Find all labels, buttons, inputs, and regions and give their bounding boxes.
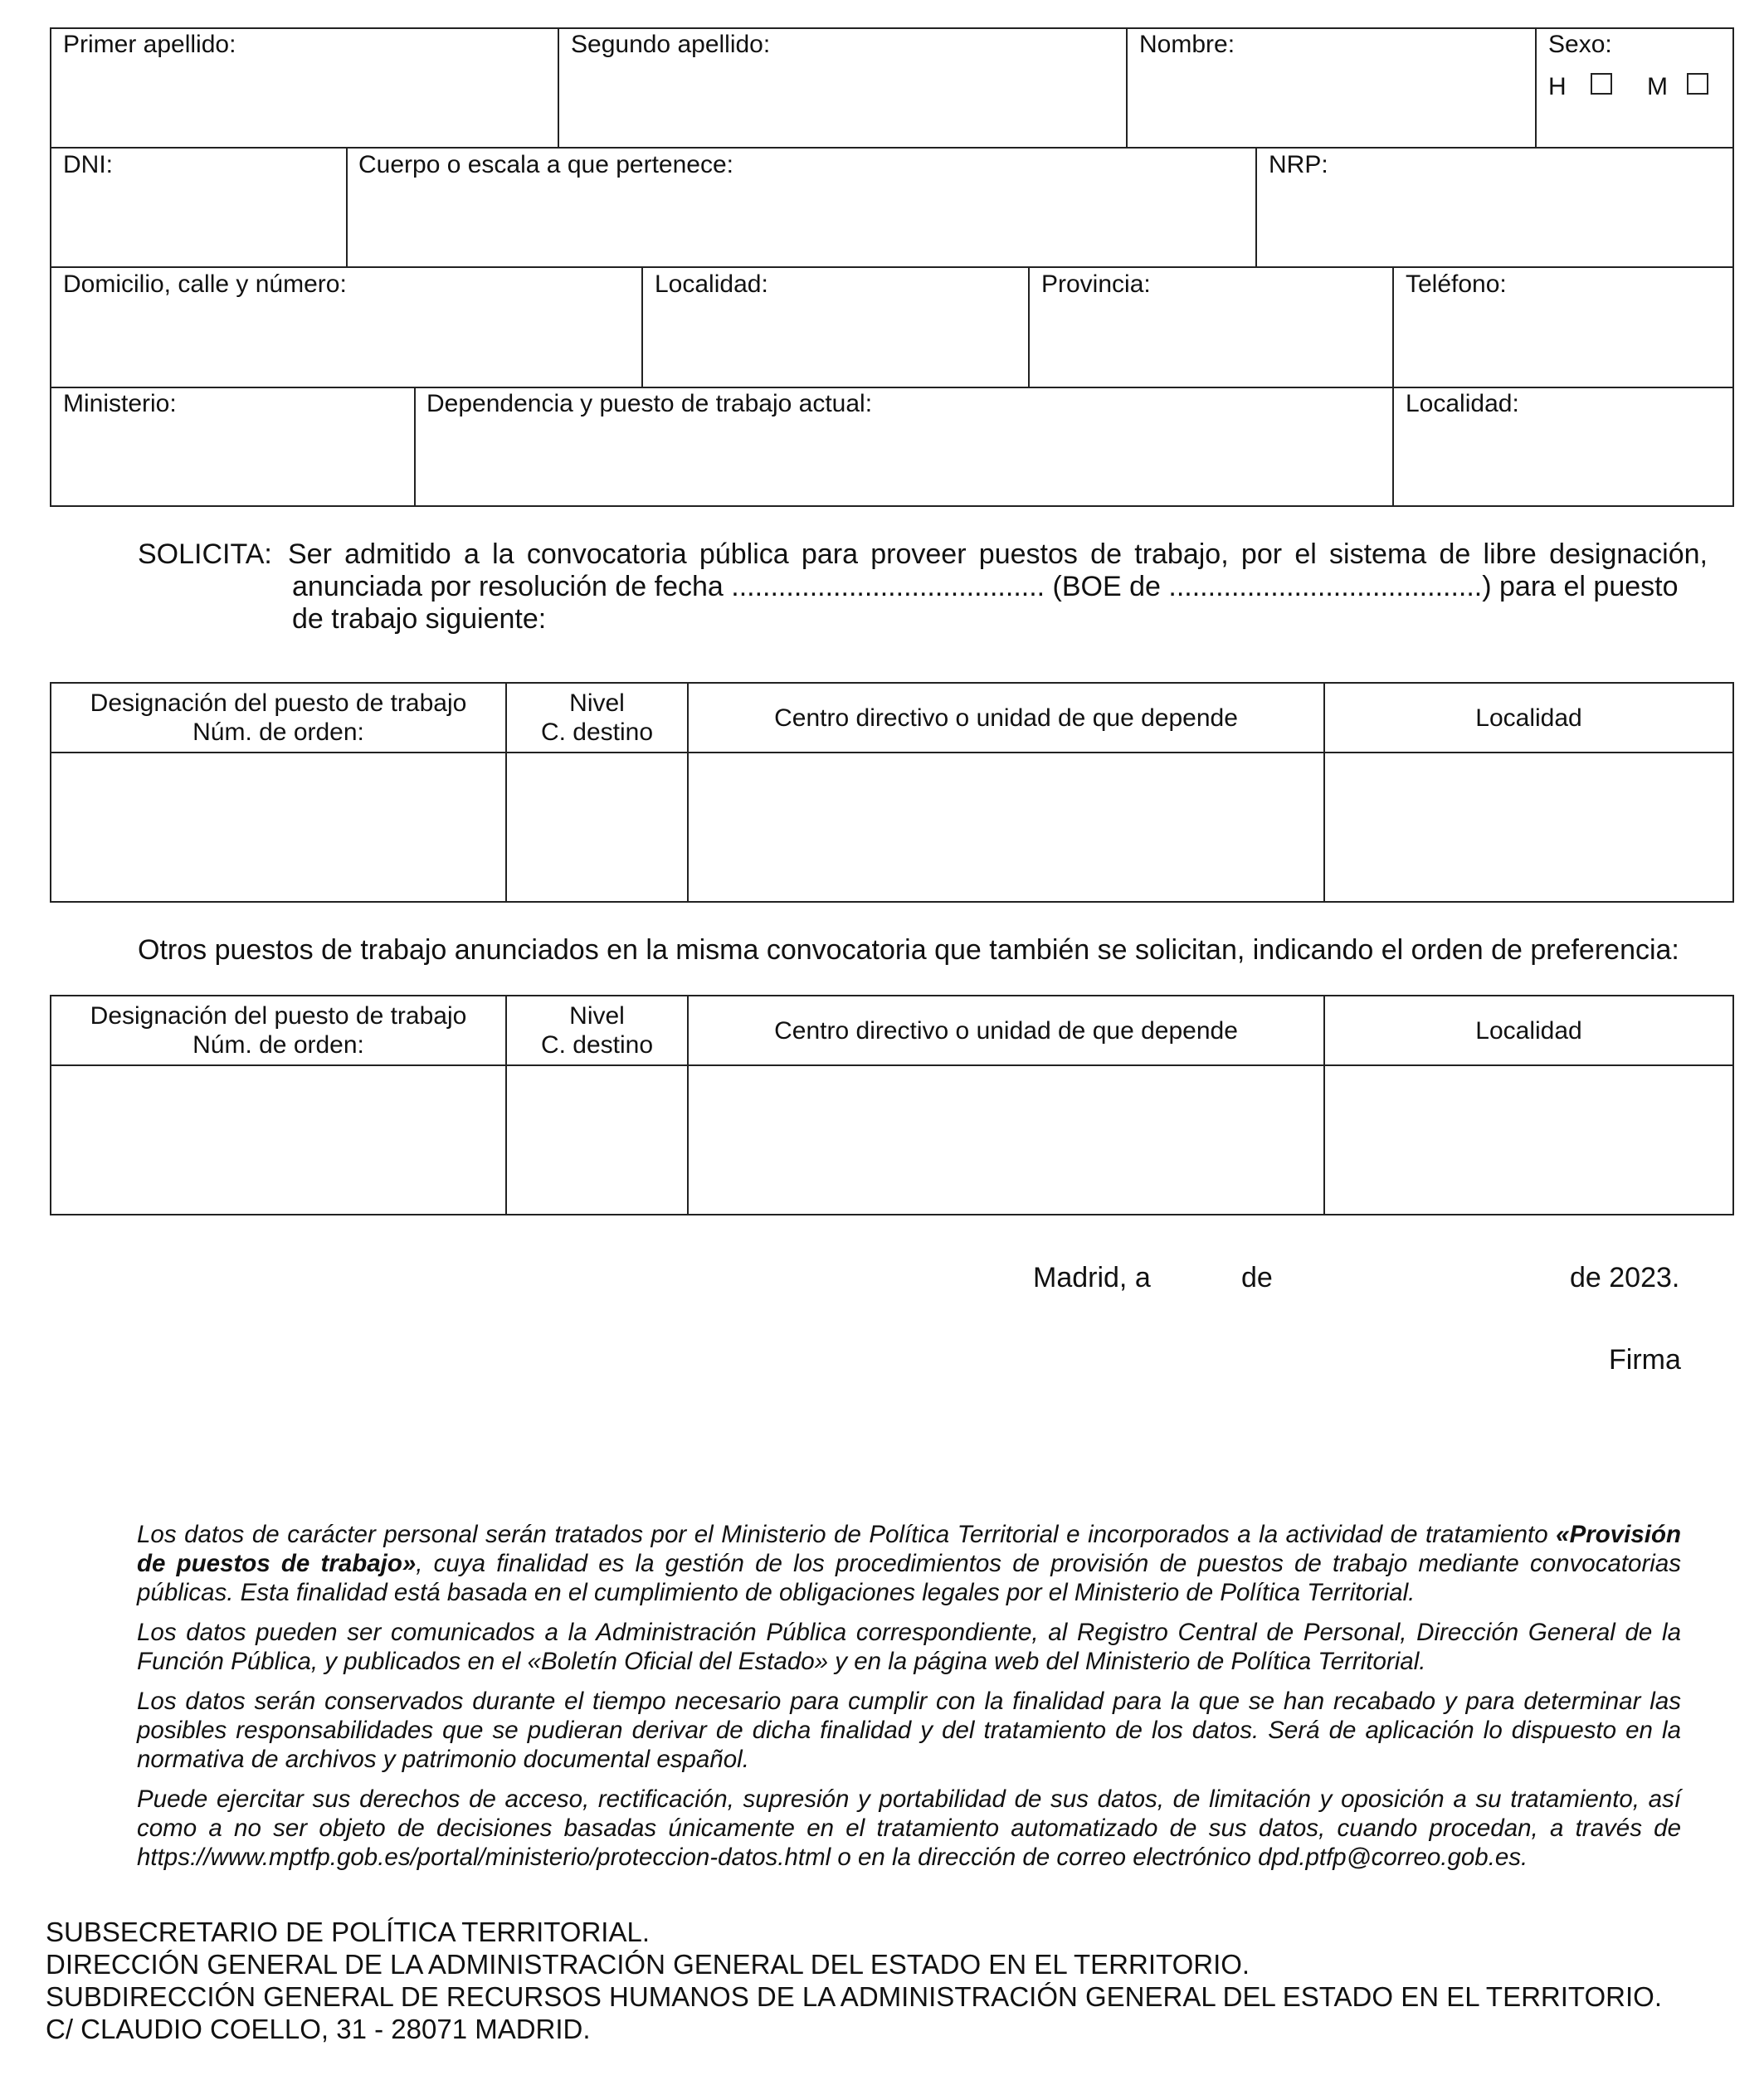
otros-puestos-text: Otros puestos de trabajo anunciados en la misma convocatoria que también se solicitan, indicando el orden de preferencia:: [138, 934, 1679, 966]
header-nivel-line-2: C. destino: [540, 1031, 654, 1059]
ministerio-field[interactable]: [51, 421, 412, 504]
nrp-field[interactable]: [1258, 183, 1732, 265]
footer-line-1: SUBSECRETARIO DE POLÍTICA TERRITORIAL.: [46, 1917, 650, 1947]
otros-designacion-cell[interactable]: [51, 1066, 505, 1214]
solicita-line-3: de trabajo siguiente:: [292, 603, 547, 635]
header-nivel-line-2: C. destino: [540, 719, 654, 746]
sexo-m-checkbox[interactable]: [1687, 73, 1708, 95]
firma-label: Firma: [1609, 1344, 1681, 1376]
legal-paragraph-2: Los datos pueden ser comunicados a la Administración Pública correspondiente, al Registro Central de Personal, Dirección General de la Función Pública, y publicados en el «Boletín Oficial del Estado» y en la página web del Ministerio de Política Territorial.: [137, 1619, 1681, 1675]
otros-localidad-cell[interactable]: [1325, 1066, 1732, 1214]
header-nivel-line-1: Nivel: [569, 1002, 625, 1030]
header-localidad: Localidad: [1475, 1016, 1582, 1045]
grid-vline: [414, 387, 416, 507]
legal-paragraph-1: [137, 1520, 1681, 1607]
puesto-designacion-cell[interactable]: [51, 753, 505, 901]
fecha-dia-field[interactable]: [1162, 1259, 1232, 1296]
provincia-field[interactable]: [1031, 302, 1391, 385]
sexo-label: Sexo:: [1548, 31, 1612, 58]
localidad-domicilio-field[interactable]: [644, 302, 1026, 385]
legal-p1-text-a: Los datos de carácter personal serán tratados por el Ministerio de Política Territorial e incorporados a la actividad de tratamiento: [137, 1521, 1548, 1548]
puesto-centro-cell[interactable]: [689, 753, 1323, 901]
dni-field[interactable]: [51, 183, 344, 265]
grid-vline: [1255, 147, 1257, 267]
puesto-localidad-cell[interactable]: [1325, 753, 1732, 901]
grid-vline: [641, 266, 643, 387]
header-designacion: [51, 684, 505, 752]
legal-paragraph-3: Los datos serán conservados durante el tiempo necesario para cumplir con la finalidad para la que se han recabado y para determinar las posibles responsabilidades que se pudieran derivar de dicha finalidad y del tratamiento de los datos. Será de aplicación lo dispuesto en la normativa de archivos y patrimonio documental español.: [137, 1688, 1681, 1773]
header-designacion-line-1: Designación del puesto de trabajo: [90, 689, 467, 717]
domicilio-label: Domicilio, calle y número:: [63, 270, 347, 298]
localidad-trabajo-field[interactable]: [1395, 421, 1732, 504]
grid-vline: [1126, 27, 1128, 148]
ministerio-label: Ministerio:: [63, 390, 177, 417]
header-nivel-line-1: Nivel: [569, 689, 625, 717]
telefono-field[interactable]: [1395, 302, 1732, 385]
header-nivel: [507, 996, 687, 1064]
nombre-field[interactable]: [1128, 62, 1533, 145]
telefono-label: Teléfono:: [1406, 270, 1507, 298]
otros-nivel-cell[interactable]: [507, 1066, 687, 1214]
sexo-m-label: M: [1647, 73, 1668, 100]
grid-hline: [50, 266, 1734, 268]
header-designacion-line-2: Núm. de orden:: [192, 719, 364, 746]
otros-centro-cell[interactable]: [689, 1066, 1323, 1214]
grid-hline: [50, 387, 1734, 388]
header-nivel: [507, 684, 687, 752]
cuerpo-label: Cuerpo o escala a que pertenece:: [358, 151, 733, 178]
primer-apellido-label: Primer apellido:: [63, 31, 236, 58]
fecha-year: de 2023.: [1570, 1262, 1680, 1293]
segundo-apellido-label: Segundo apellido:: [571, 31, 771, 58]
legal-p1-bold: «Provisión de puestos de trabajo»: [137, 1521, 1681, 1577]
grid-hline: [50, 147, 1734, 149]
dependencia-field[interactable]: [417, 421, 1391, 504]
fecha-de: de: [1241, 1262, 1273, 1293]
grid-vline: [346, 147, 348, 267]
grid-vline: [1392, 387, 1394, 507]
nrp-label: NRP:: [1269, 151, 1328, 178]
grid-vline: [1028, 266, 1030, 387]
fecha-madrid: Madrid, a: [1033, 1262, 1151, 1293]
grid-vline: [558, 27, 559, 148]
grid-vline: [1535, 27, 1537, 148]
primer-apellido-field[interactable]: [51, 62, 556, 145]
footer-line-3: SUBDIRECCIÓN GENERAL DE RECURSOS HUMANOS DE LA ADMINISTRACIÓN GENERAL DEL ESTADO EN EL TERRITORIO.: [46, 1981, 1662, 2012]
legal-paragraph-4: Puede ejercitar sus derechos de acceso, rectificación, supresión y portabilidad de sus datos, de limitación y oposición a su tratamiento, así como a no ser objeto de decisiones basadas únicamente en el tratamiento automatizado de sus datos, cuando procedan, a través de https://www.mptfp.gob.es/portal/ministerio/proteccion-datos.html o en la dirección de correo electrónico dpd.ptfp@correo.gob.es.: [137, 1785, 1681, 1871]
header-centro: Centro directivo o unidad de que depende: [774, 704, 1238, 732]
fecha-mes-field[interactable]: [1286, 1259, 1560, 1296]
grid-vline: [1392, 266, 1394, 387]
footer-line-2: DIRECCIÓN GENERAL DE LA ADMINISTRACIÓN GENERAL DEL ESTADO EN EL TERRITORIO.: [46, 1949, 1250, 1980]
dependencia-label: Dependencia y puesto de trabajo actual:: [426, 390, 873, 417]
solicita-line-2: anunciada por resolución de fecha ........................................ (BOE de ........................................) para el puesto: [292, 571, 1679, 602]
header-centro: Centro directivo o unidad de que depende: [774, 1016, 1238, 1045]
sexo-h-checkbox[interactable]: [1591, 73, 1612, 95]
sexo-h-label: H: [1548, 73, 1567, 100]
footer-line-4: C/ CLAUDIO COELLO, 31 - 28071 MADRID.: [46, 2014, 591, 2044]
header-designacion-line-1: Designación del puesto de trabajo: [90, 1002, 467, 1030]
solicita-line-1: Ser admitido a la convocatoria pública para proveer puestos de trabajo, por el sistema de libre designación,: [288, 538, 1708, 570]
header-designacion-line-2: Núm. de orden:: [192, 1031, 364, 1059]
header-localidad: Localidad: [1475, 704, 1582, 732]
segundo-apellido-field[interactable]: [560, 62, 1124, 145]
header-designacion: [51, 996, 505, 1064]
legal-p1-text-b: , cuya finalidad es la gestión de los procedimientos de provisión de puestos de trabajo mediante convocatorias públicas. Esta finalidad está basada en el cumplimiento de obligaciones legales por el Ministerio de Política Territorial.: [137, 1550, 1681, 1606]
firma-area[interactable]: [1079, 1381, 1684, 1498]
localidad-trabajo-label: Localidad:: [1406, 390, 1519, 417]
domicilio-field[interactable]: [51, 302, 640, 385]
localidad-domicilio-label: Localidad:: [655, 270, 768, 298]
solicita-label: SOLICITA:: [138, 538, 272, 570]
dni-label: DNI:: [63, 151, 113, 178]
cuerpo-field[interactable]: [348, 183, 1254, 265]
provincia-label: Provincia:: [1041, 270, 1151, 298]
nombre-label: Nombre:: [1139, 31, 1235, 58]
puesto-nivel-cell[interactable]: [507, 753, 687, 901]
